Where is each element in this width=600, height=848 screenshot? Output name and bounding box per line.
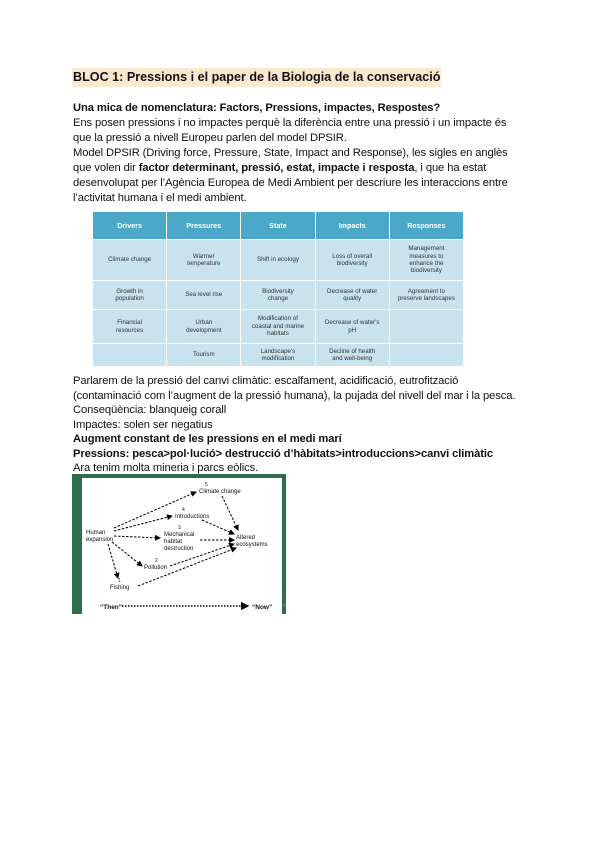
table-row [93,240,464,281]
pressions-line: Pressions: pesca>pol·lució> destrucció d’hàbitats>introduccions>canvi climàtic [73,448,493,460]
table-cell: Decrease of water quality [315,281,389,310]
table-cell: Modification of coastal and marine habitats [241,310,315,344]
table-cell: Shift in ecology [241,240,315,281]
node-number: 5 [205,482,208,488]
table-cell: Management measures to enhance the biodiversity [389,240,463,281]
table-cell: Financial resources [93,310,167,344]
section-heading-pressures: Augment constant de les pressions en el medi marí [73,433,342,445]
paragraph-line: Conseqüència: blanqueig corall [73,404,227,416]
then-label: “Then” [100,604,123,611]
table-cell: Climate change [93,240,167,281]
table-cell: Urban development [167,310,241,344]
table-cell: Biodiversity change [241,281,315,310]
pressures-diagram [72,474,286,614]
paragraph-line: Impactes: solen ser negatius [73,419,213,431]
table-header-cell: Impacts [315,212,389,240]
node-pollution: Pollution [144,565,168,571]
paragraph-line: Model DPSIR (Driving force, Pressure, State, Impact and Response), les sigles en anglès [73,147,508,159]
table-cell: Sea level rise [167,281,241,310]
text-run: , i que ha estat [414,162,487,174]
table-cell: Loss of overall biodiversity [315,240,389,281]
paragraph-line: Ara tenim molta mineria i parcs eòlics. [73,462,259,474]
paragraph-line: (contaminació com l’augment de la pressió humana), la pujada del nivell del mar i la pesca. [73,390,516,402]
node-introductions: Introductions [175,514,210,520]
page-title: BLOC 1: Pressions i el paper de la Biologia de la conservació [72,68,441,87]
page-mark: 4 [283,603,286,609]
node-number: 4 [182,507,185,513]
paragraph-line: Ens posen pressions i no impactes perquè la diferència entre una pressió i un impacte és [73,117,507,129]
paragraph-line: Parlarem de la pressió del canvi climàtic: escalfament, acidificació, eutrofització [73,375,459,387]
table-row [93,281,464,310]
table-cell: Landscape's modification [241,344,315,367]
node-mechanical-habitat-destruction: Mechanical habitat destruction [164,532,195,552]
table-cell: Agreement to preserve landscapes [389,281,463,310]
table-cell: Growth in population [93,281,167,310]
table-cell: Decrease of water's pH [315,310,389,344]
paragraph-line: desenvolupat per l’Agència Europea de Medi Ambient per descriure les interaccions entre [73,177,508,189]
node-fishing: Fishing [110,585,130,591]
paragraph-line-with-bold [73,161,486,176]
table-row [93,310,464,344]
bold-text-run: factor determinant, pressió, estat, impacte i resposta [138,162,415,174]
section-heading-nomenclature: Una mica de nomenclatura: Factors, Pressions, impactes, Respostes? [73,102,441,114]
table-header-row [93,212,464,240]
node-number: 3 [178,525,181,531]
node-label: Human expansion [86,530,114,543]
dpsir-table [92,211,464,367]
table-cell [93,344,167,367]
node-label: Altered ecosystems [236,535,268,548]
table-row [93,344,464,367]
table-cell [389,344,463,367]
table-header-cell: State [241,212,315,240]
table-header-cell: Drivers [93,212,167,240]
table-cell [389,310,463,344]
text-run: que volen dir [73,162,139,174]
node-number: 2 [155,558,158,564]
node-number: 1 [118,578,121,584]
table-cell: Tourism [167,344,241,367]
table-header-cell: Responses [389,212,463,240]
node-climate-change: Climate change [199,489,241,495]
table-cell: Warmer temperature [167,240,241,281]
table-cell: Decline of health and well-being [315,344,389,367]
table-header-cell: Pressures [167,212,241,240]
now-label: “Now” [252,604,273,611]
paragraph-line: l’activitat humana i el medi ambient. [73,192,247,204]
paragraph-line: que la pressió a nivell Europeu parlen del model DPSIR. [73,132,347,144]
